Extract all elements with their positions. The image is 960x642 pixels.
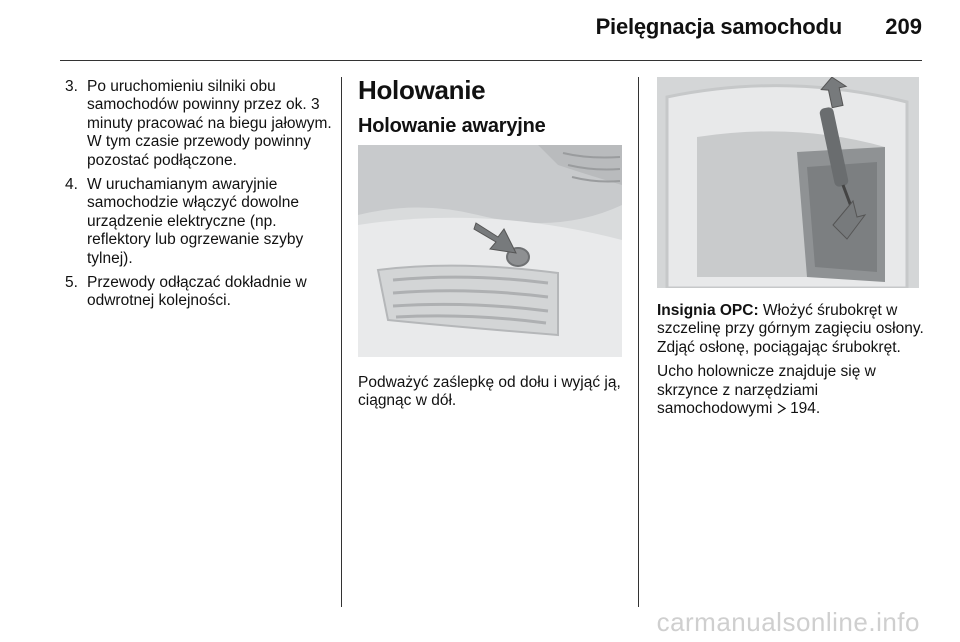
page-reference-arrow-icon — [777, 400, 786, 418]
screwdriver-cover-illustration-icon — [657, 77, 919, 288]
tow-eye-location — [657, 363, 932, 418]
header-title: Pielęgnacja samochodu — [595, 14, 842, 39]
page-number: 209 — [885, 14, 922, 39]
opc-label: Insignia OPC: — [657, 302, 759, 319]
opc-text: Włożyć śrubokręt w szczelinę przy górnym zagięciu osłony. Zdjąć osłonę, pociągając śrubokręt. — [657, 302, 924, 356]
tow-eye-text: Ucho holownicze znajduje się w skrzynce z narzędziami samochodowymi — [657, 363, 876, 418]
list-item — [60, 78, 335, 170]
right-column-text — [657, 302, 932, 424]
step-text: Po uruchomieniu silniki obu samochodów powinny przez ok. 3 minuty pracować na biegu jałowym. W tym czasie przewody powinny pozostać podłączone. — [87, 78, 332, 169]
middle-column — [358, 76, 628, 138]
step-text: Przewody odłączać dokładnie w odwrotnej kolejności. — [87, 274, 307, 310]
left-column — [60, 78, 335, 317]
figure-caption — [358, 374, 630, 417]
step-number: 5. — [65, 274, 78, 292]
caption-text: Podważyć zaślepkę od dołu i wyjąć ją, ciągnąc w dół. — [358, 374, 621, 410]
step-text: W uruchamianym awaryjnie samochodzie włączyć dowolne urządzenie elektryczne (np. reflektory lub ogrzewanie szyby tylnej). — [87, 176, 304, 267]
list-item — [60, 176, 335, 268]
bumper-tow-cover-illustration-icon — [358, 145, 622, 357]
watermark: carmanualsonline.info — [656, 607, 920, 637]
page-reference[interactable]: 194. — [790, 400, 821, 418]
step-number: 3. — [65, 78, 78, 95]
list-item — [60, 274, 335, 311]
step-number: 4. — [65, 176, 78, 194]
header-divider — [60, 60, 922, 61]
subsection-title: Holowanie awaryjne — [358, 115, 546, 137]
opc-instruction — [657, 302, 932, 357]
column-divider-left — [341, 77, 342, 607]
steps-list — [60, 78, 335, 311]
section-title: Holowanie — [358, 75, 486, 105]
column-divider-right — [638, 77, 639, 607]
